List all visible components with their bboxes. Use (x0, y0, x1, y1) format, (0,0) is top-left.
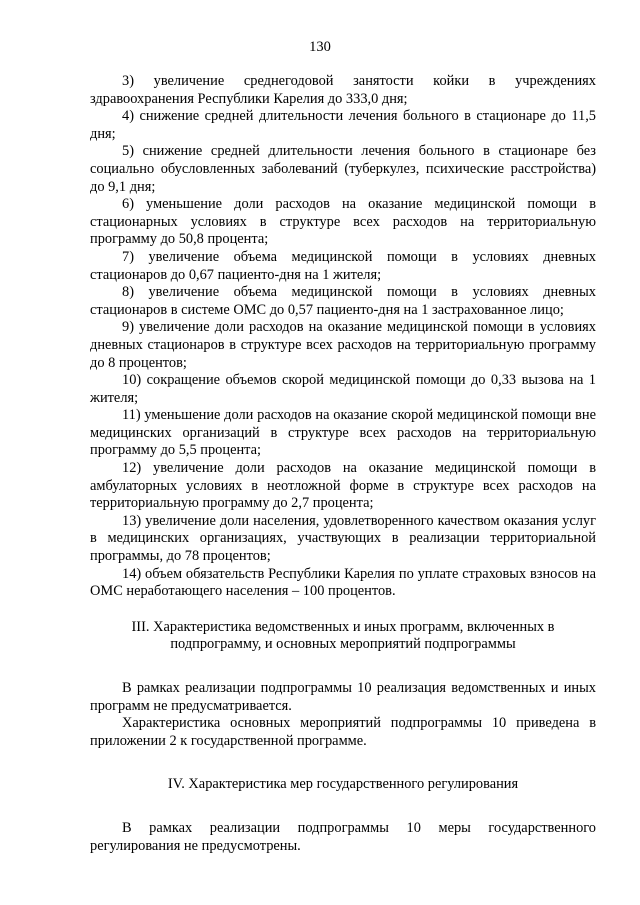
paragraph: В рамках реализации подпрограммы 10 реализация ведомственных и иных программ не предусматривается. (90, 680, 596, 714)
target-indicators-list (90, 73, 596, 601)
list-item: 7) увеличение объема медицинской помощи в условиях дневных стационаров до 0,67 пациенто-дня на 1 жителя; (90, 248, 596, 283)
paragraph: Характеристика основных мероприятий подпрограммы 10 приведена в приложении 2 к государственной программе. (90, 715, 596, 749)
page-number: 130 (309, 39, 331, 55)
list-item: 9) увеличение доли расходов на оказание медицинской помощи в условиях дневных стационаров в структуре всех расходов на территориальную программу до 8 процентов; (90, 319, 596, 371)
section-body-programs (90, 680, 596, 750)
list-item: 12) увеличение доли расходов на оказание медицинской помощи в амбулаторных условиях в неотложной форме в структуре всех расходов на территориальную программу до 2,7 процента; (90, 460, 596, 512)
section-heading-regulation: IV. Характеристика мер государственного регулирования (167, 776, 519, 793)
list-item: 3) увеличение среднегодовой занятости койки в учреждениях здравоохранения Республики Карелия до 333,0 дня; (90, 73, 596, 107)
list-item: 6) уменьшение доли расходов на оказание медицинской помощи в стационарных условиях в структуре всех расходов на территориальную программу до 50,8 процента; (90, 196, 596, 248)
document-body (90, 73, 596, 855)
list-item: 5) снижение средней длительности лечения больного в стационаре без социально обусловленных заболеваний (туберкулез, психические расстройства) до 9,1 дня; (90, 143, 596, 195)
paragraph: В рамках реализации подпрограммы 10 меры государственного регулирования не предусмотрены. (90, 819, 596, 854)
list-item: 10) сокращение объемов скорой медицинской помощи до 0,33 вызова на 1 жителя; (90, 372, 596, 406)
list-item: 4) снижение средней длительности лечения больного в стационаре до 11,5 дня; (90, 108, 596, 142)
section-heading-programs: III. Характеристика ведомственных и иных программ, включенных в подпрограмму, и основных мероприятий подпрограммы (131, 618, 555, 653)
list-item: 8) увеличение объема медицинской помощи в условиях дневных стационаров в системе ОМС до 0,57 пациенто-дня на 1 застрахованное лицо; (90, 284, 596, 318)
list-item: 14) объем обязательств Республики Карелия по уплате страховых взносов на ОМС неработающего населения – 100 процентов. (90, 565, 596, 600)
list-item: 13) увеличение доли населения, удовлетворенного качеством оказания услуг в медицинских организациях, участвующих в реализации территориальной программы, до 78 процентов; (90, 512, 596, 565)
section-body-regulation (90, 820, 596, 855)
list-item: 11) уменьшение доли расходов на оказание скорой медицинской помощи вне медицинских организаций в структуре всех расходов на территориальную программу до 5,5 процента; (90, 407, 596, 459)
